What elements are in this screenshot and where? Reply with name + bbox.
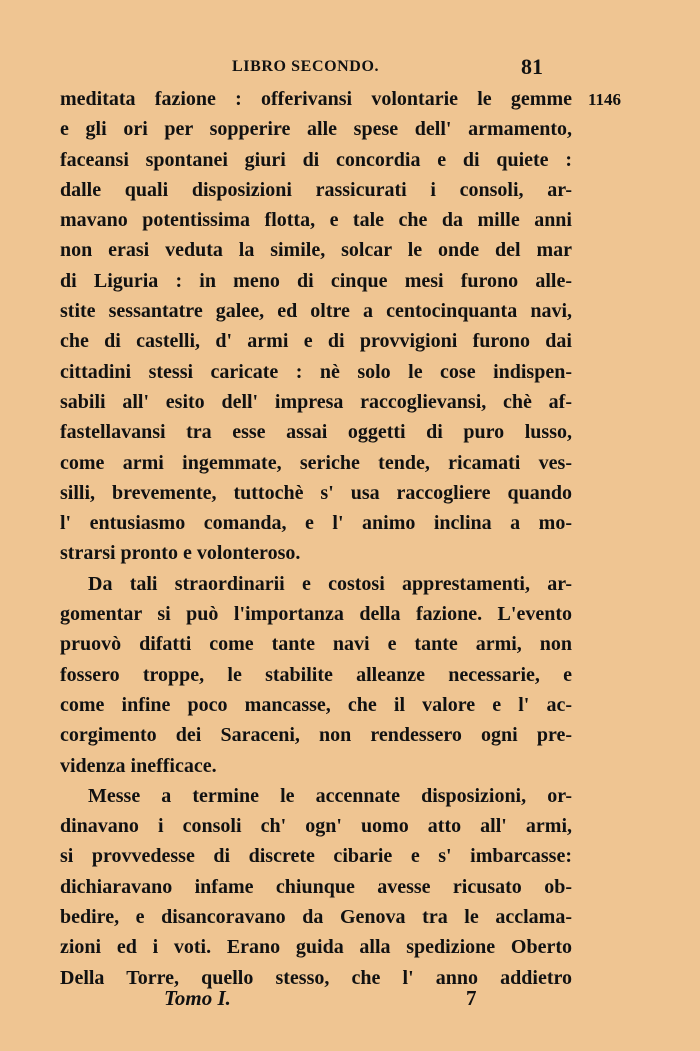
signature-mark: 7 — [466, 986, 477, 1010]
body-text — [60, 84, 572, 993]
text-line: silli, brevemente, tuttochè s' usa raccogliere quando — [60, 481, 572, 504]
text-line: dichiaravano infame chiunque avesse ricusato ob- — [60, 875, 572, 898]
page-footer — [0, 986, 700, 1016]
text-line: fastellavansi tra esse assai oggetti di puro lusso, — [60, 421, 572, 444]
text-line: di Liguria : in meno di cinque mesi furono alle- — [60, 269, 572, 292]
text-line: dinavano i consoli ch' ogn' uomo atto all' armi, — [60, 815, 572, 838]
chapter-title: LIBRO SECONDO. — [232, 58, 380, 75]
text-line: bedire, e disancoravano da Genova tra le acclama- — [60, 906, 572, 929]
text-line: l' entusiasmo comanda, e l' animo inclina a mo- — [60, 512, 572, 535]
text-line: corgimento dei Saraceni, non rendessero ogni pre- — [60, 724, 572, 747]
text-line: stite sessantatre galee, ed oltre a centocinquanta navi, — [60, 300, 572, 323]
text-line: meditata fazione : offerivansi volontarie le gemme — [60, 88, 572, 110]
volume-label: Tomo I. — [164, 986, 231, 1010]
text-line: Messe a termine le accennate disposizioni, or- — [88, 784, 572, 807]
text-line: Della Torre, quello stesso, che l' anno addietro — [60, 966, 572, 989]
text-line: zioni ed i voti. Erano guida alla spedizione Oberto — [60, 936, 572, 959]
text-line: Da tali straordinarii e costosi apprestamenti, ar- — [88, 572, 572, 595]
text-line: si provvedesse di discrete cibarie e s' imbarcasse: — [60, 845, 572, 868]
text-line: non erasi veduta la simile, solcar le onde del mar — [60, 239, 572, 262]
text-line: come infine poco mancasse, che il valore e l' ac- — [60, 693, 572, 716]
text-line: strarsi pronto e volonteroso. — [60, 542, 301, 565]
text-line: sabili all' esito dell' impresa raccoglievansi, chè af- — [60, 390, 572, 413]
text-line: pruovò difatti come tante navi e tante armi, non — [60, 633, 572, 656]
text-line: come armi ingemmate, seriche tende, ricamati ves- — [60, 451, 572, 474]
text-line: faceansi spontanei giuri di concordia e di quiete : — [60, 148, 572, 171]
text-line: mavano potentissima flotta, e tale che da mille anni — [60, 209, 572, 232]
text-line: fossero troppe, le stabilite alleanze necessarie, e — [60, 663, 572, 686]
text-line: cittadini stessi caricate : nè solo le cose indispen- — [60, 360, 572, 383]
page-number: 81 — [521, 54, 543, 79]
text-line: dalle quali disposizioni rassicurati i consoli, ar- — [60, 178, 572, 201]
margin-year-note: 1146 — [588, 90, 622, 109]
text-line: videnza inefficace. — [60, 754, 217, 777]
text-line: che di castelli, d' armi e di provvigioni furono dai — [60, 330, 572, 353]
running-head — [0, 56, 700, 80]
text-line: gomentar si può l'importanza della fazione. L'evento — [60, 603, 572, 626]
text-line: e gli ori per sopperire alle spese dell' armamento, — [60, 118, 572, 141]
